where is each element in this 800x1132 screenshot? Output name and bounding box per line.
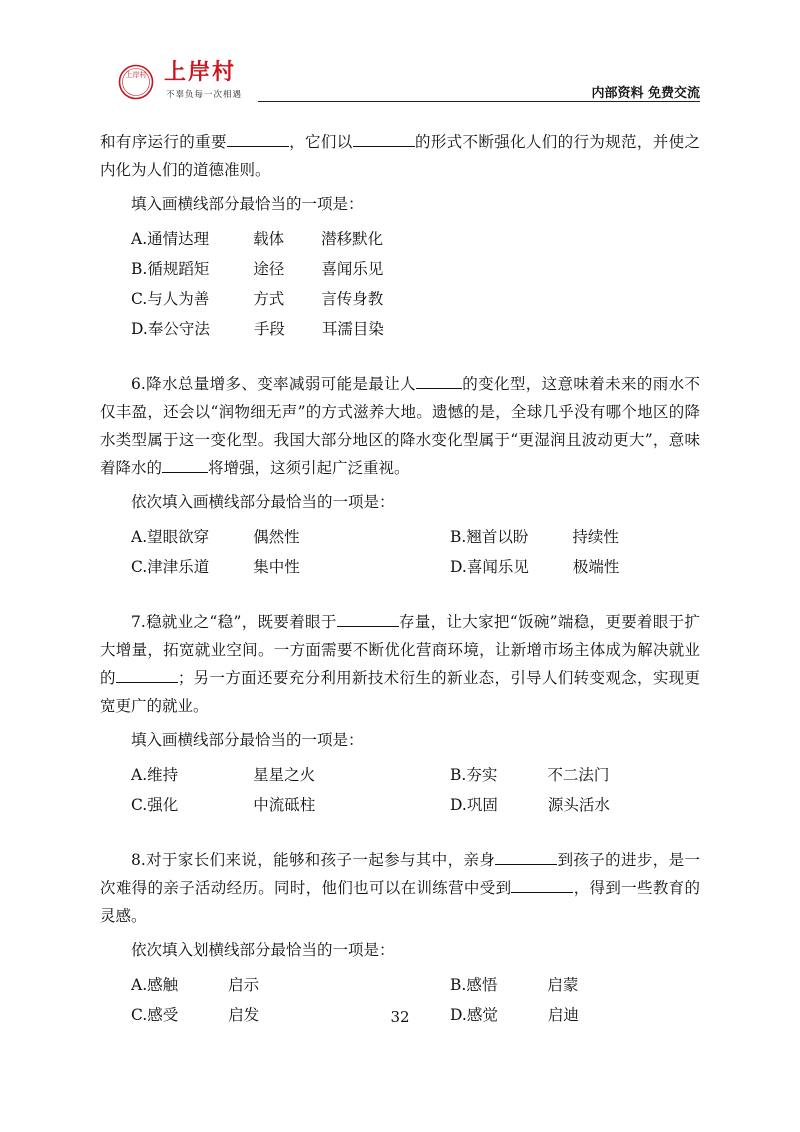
fill-blank [116,664,178,683]
fill-blank [511,874,573,893]
option-word: 奉公守法 [147,320,210,338]
brand-slogan: 不辜负每一次相遇 [166,90,243,100]
option-word: 潜移默化 [321,230,384,248]
option-letter: D. [450,796,467,814]
question-stem [100,846,700,930]
option-word: 夯实 [466,766,498,784]
option-letter: A. [131,230,148,248]
option-a[interactable] [131,522,450,552]
option-letter: B. [450,976,467,994]
option-word: 源头活水 [547,796,610,814]
option-d[interactable] [131,314,384,344]
stem-text: 的变化型，这意味着未来的雨水不仅丰盈，还会以“润物细无声”的方式滋养大地。遗憾的是，全球几乎没有哪个地区的降水类型属于这一变化型。我国大部分地区的降水变化型属于“更湿润且波动更大”，意味着降水的 [100,375,700,477]
stem-text: ，得到一些教育的灵感。 [100,879,700,925]
option-letter: D. [131,320,148,338]
option-word: 感受 [147,1006,179,1024]
option-c[interactable] [131,284,383,314]
option-word: 启蒙 [547,976,579,994]
option-word: 偶然性 [253,528,300,546]
stem-text: 将增强，这须引起广泛重视。 [208,459,410,477]
stem-text: 的形式不断强化人们的行为规范，并使之内化为人们的道德准则。 [100,133,700,179]
option-b[interactable] [131,254,383,284]
fill-blank [416,370,462,389]
stem-text: 8.对于家长们来说，能够和孩子一起参与其中，亲身 [131,851,496,869]
option-b[interactable] [450,522,619,552]
option-d[interactable] [450,552,619,582]
page-header [100,60,700,104]
option-b[interactable] [450,760,609,790]
header-label: 内部资料 免费交流 [591,86,700,101]
option-word: 集中性 [253,558,300,576]
option-letter: A. [131,766,148,784]
question-stem [100,608,700,720]
option-word: 维持 [147,766,179,784]
page-content [100,128,700,1030]
option-letter: B. [131,260,148,278]
option-word: 循规蹈矩 [147,260,210,278]
question-8 [100,846,700,1030]
fill-blank [353,128,415,147]
option-word: 感觉 [466,1006,498,1024]
option-word: 启示 [228,976,260,994]
stem-text: 到孩子的进步，是一次难得的亲子活动经历。同时，他们也可以在训练营中受到 [100,851,700,897]
option-word: 载体 [253,230,285,248]
stem-text: ，它们以 [288,133,353,151]
option-word: 感悟 [466,976,498,994]
option-word: 津津乐道 [147,558,210,576]
option-letter: C. [131,290,148,308]
option-word: 中流砥柱 [253,796,316,814]
option-a[interactable] [131,760,450,790]
question-5 [100,128,700,344]
question-prompt: 填入画横线部分最恰当的一项是： [131,195,364,213]
option-word: 强化 [147,796,179,814]
question-7 [100,608,700,820]
option-word: 方式 [253,290,285,308]
fill-blank [162,454,208,473]
option-a[interactable] [131,224,383,254]
option-word: 启发 [228,1006,260,1024]
header-divider [258,101,700,102]
option-letter: B. [450,528,467,546]
stem-text: 7.稳就业之“稳”，既要着眼于 [131,613,337,631]
option-letter: C. [131,796,148,814]
option-word: 耳濡目染 [321,320,384,338]
option-letter: A. [131,976,148,994]
fill-blank [227,128,289,147]
seal-logo-icon [118,64,154,100]
option-c[interactable] [131,790,450,820]
option-word: 与人为善 [147,290,210,308]
option-word: 望眼欲穿 [147,528,210,546]
stem-text: 6.降水总量增多、变率减弱可能是最让人 [131,375,416,393]
option-word: 感触 [147,976,179,994]
option-a[interactable] [131,970,450,1000]
question-prompt: 依次填入画横线部分最恰当的一项是： [131,493,395,511]
option-word: 巩固 [466,796,498,814]
option-d[interactable] [450,790,610,820]
question-prompt: 依次填入划横线部分最恰当的一项是： [131,941,395,959]
stem-text: 和有序运行的重要 [100,133,227,151]
question-6 [100,370,700,582]
stem-text: 存量，让大家把“饭碗”端稳，更要着眼于扩大增量，拓宽就业空间。一方面需要不断优化营商环境，让新增市场主体成为解决就业的 [100,613,700,687]
options-list [100,224,700,344]
option-word: 通情达理 [147,230,210,248]
question-stem [100,370,700,482]
option-letter: C. [131,1006,148,1024]
fill-blank [495,846,557,865]
page-number: 32 [390,1008,410,1026]
option-word: 喜闻乐见 [466,558,529,576]
option-letter: A. [131,528,148,546]
question-stem [100,128,700,184]
option-word: 手段 [253,320,285,338]
option-word: 翘首以盼 [466,528,529,546]
stem-text: ；另一方面还要充分利用新技术衍生的新业态，引导人们转变观念，实现更宽更广的就业。 [100,669,700,715]
option-letter: B. [450,766,467,784]
options-list [100,522,700,582]
option-b[interactable] [450,970,578,1000]
option-letter: D. [450,1006,467,1024]
option-word: 言传身教 [321,290,384,308]
option-c[interactable] [131,552,450,582]
option-letter: D. [450,558,467,576]
option-word: 星星之火 [253,766,316,784]
option-word: 途径 [253,260,285,278]
option-word: 持续性 [572,528,619,546]
option-word: 极端性 [572,558,620,576]
question-prompt: 填入画横线部分最恰当的一项是： [131,731,364,749]
brand-name: 上岸村 [164,60,237,85]
options-list [100,760,700,820]
option-word: 不二法门 [547,766,610,784]
option-word: 启迪 [547,1006,579,1024]
option-word: 喜闻乐见 [321,260,384,278]
fill-blank [337,608,399,627]
seal-char-1: 上岸村 [125,71,147,79]
option-letter: C. [131,558,148,576]
